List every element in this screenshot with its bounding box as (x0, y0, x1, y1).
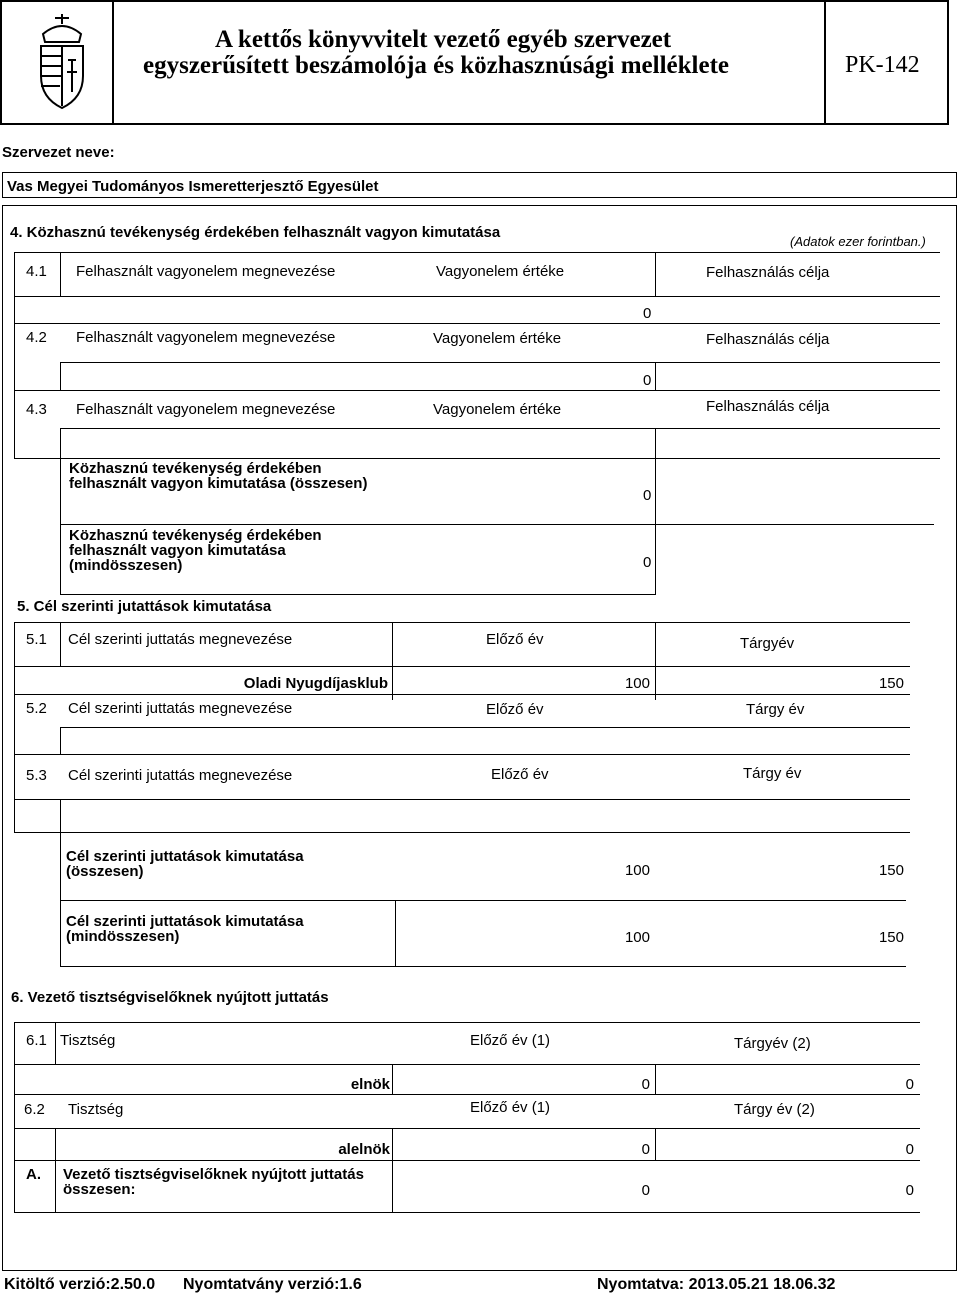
grid-line (14, 323, 15, 390)
row-5-3-name-label: Cél szerinti jutattás megnevezése (68, 767, 293, 784)
section-5-total-prev: 100 (624, 862, 650, 879)
page-frame-left (2, 205, 3, 1270)
section-5-grand-total-prev: 100 (624, 929, 650, 946)
row-6-2-label: Tisztség (68, 1101, 124, 1118)
grid-line (655, 458, 656, 594)
grid-line (14, 390, 15, 458)
form-title-line-2: egyszerűsített beszámolója és közhasznúsági melléklete (143, 52, 729, 79)
grid-line (60, 727, 61, 754)
grid-line (14, 1064, 920, 1065)
row-5-2-name-label: Cél szerinti juttatás megnevezése (68, 700, 293, 717)
grid-line (60, 727, 910, 728)
section-4-total-label: Közhasznú tevékenység érdekében felhasznált vagyon kimutatása (összesen) (69, 460, 368, 492)
row-4-2-name-label: Felhasznált vagyonelem megnevezése (76, 329, 336, 346)
section-4-grand-total-label: Közhasznú tevékenység érdekében felhasznált vagyon kimutatása (mindösszesen) (69, 527, 322, 574)
grid-line (14, 458, 940, 459)
section-6-total-number: A. (26, 1166, 41, 1183)
row-6-2-entry-prev: 0 (641, 1141, 650, 1158)
row-6-1-entry-prev: 0 (641, 1076, 650, 1093)
print-date: Nyomtatva: 2013.05.21 18.06.32 (597, 1276, 836, 1293)
grid-line (14, 622, 910, 623)
grid-line (14, 799, 910, 800)
grid-line (60, 966, 906, 967)
form-code: PK-142 (845, 52, 920, 78)
page-frame-right (956, 205, 957, 1270)
section-6-total-prev: 0 (641, 1182, 650, 1199)
grid-line (655, 428, 656, 458)
grid-line (60, 428, 940, 429)
row-6-1-label: Tisztség (60, 1032, 116, 1049)
row-5-1-entry-prev: 100 (624, 675, 650, 692)
row-5-1-prev-label: Előző év (486, 631, 544, 648)
grid-line (60, 362, 940, 363)
org-name-value: Vas Megyei Tudományos Ismeretterjesztő Egyesület (7, 178, 379, 195)
row-6-1-number: 6.1 (26, 1032, 47, 1049)
grid-line (55, 1128, 56, 1212)
row-6-1-entry-curr: 0 (905, 1076, 914, 1093)
section-6-title: 6. Vezető tisztségviselőknek nyújtott juttatás (11, 989, 329, 1006)
row-6-2-entry-name: alelnök (338, 1141, 390, 1158)
grid-line (655, 252, 656, 296)
grid-line (392, 1128, 393, 1212)
grid-line (60, 594, 656, 595)
grid-line (14, 296, 940, 297)
unit-note: (Adatok ezer forintban.) (790, 234, 926, 249)
row-4-2-value: 0 (643, 372, 652, 389)
grid-line (655, 622, 656, 700)
section-5-total-label: Cél szerinti juttatások kimutatása (összesen) (66, 848, 304, 880)
grid-line (14, 1128, 920, 1129)
grid-line (60, 428, 61, 458)
grid-line (60, 524, 934, 525)
grid-line (60, 900, 906, 901)
grid-line (392, 1064, 393, 1094)
section-4-grand-total-value: 0 (643, 554, 652, 571)
row-5-3-prev-label: Előző év (491, 766, 549, 783)
org-name-label: Szervezet neve: (2, 144, 115, 161)
row-6-1-entry-name: elnök (350, 1076, 390, 1093)
row-5-1-entry-name: Oladi Nyugdíjasklub (243, 675, 388, 692)
row-5-1-entry-curr: 150 (878, 675, 904, 692)
section-5-grand-total-curr: 150 (878, 929, 904, 946)
crest-icon (33, 12, 91, 112)
row-4-3-number: 4.3 (26, 401, 47, 418)
section-5-grand-total-label: Cél szerinti juttatások kimutatása (mindösszesen) (66, 913, 304, 945)
grid-line (60, 458, 61, 594)
grid-line (60, 362, 61, 390)
row-4-3-purpose-label: Felhasználás célja (706, 398, 830, 415)
row-5-2-curr-label: Tárgy év (746, 701, 805, 718)
row-4-1-name-label: Felhasznált vagyonelem megnevezése (76, 263, 336, 280)
row-6-2-prev-label: Előző év (1) (470, 1099, 551, 1116)
grid-line (14, 832, 910, 833)
grid-line (14, 323, 940, 324)
row-4-2-value-label: Vagyonelem értéke (433, 330, 562, 347)
grid-line (60, 252, 61, 296)
row-4-1-number: 4.1 (26, 263, 47, 280)
grid-line (14, 666, 910, 667)
grid-line (14, 252, 15, 324)
grid-line (14, 252, 940, 253)
row-6-1-prev-label: Előző év (1) (470, 1032, 551, 1049)
row-6-2-entry-curr: 0 (905, 1141, 914, 1158)
grid-line (655, 1128, 656, 1160)
grid-line (14, 390, 940, 391)
section-5-title: 5. Cél szerinti jutattások kimutatása (17, 598, 272, 615)
grid-line (14, 1022, 15, 1212)
grid-line (655, 362, 656, 390)
row-5-2-number: 5.2 (26, 700, 47, 717)
section-4-title: 4. Közhasznú tevékenység érdekében felhasznált vagyon kimutatása (10, 224, 501, 241)
row-4-1-value-label: Vagyonelem értéke (436, 263, 565, 280)
grid-line (14, 694, 910, 695)
grid-line (60, 622, 61, 666)
row-4-2-purpose-label: Felhasználás célja (706, 331, 830, 348)
grid-line (60, 799, 61, 832)
filler-version: Kitöltő verzió:2.50.0 (4, 1276, 156, 1293)
row-6-1-curr-label: Tárgyév (2) (734, 1035, 811, 1052)
grid-line (14, 754, 910, 755)
grid-line (395, 900, 396, 966)
grid-line (14, 1094, 920, 1095)
row-4-1-purpose-label: Felhasználás célja (706, 264, 830, 281)
row-5-3-curr-label: Tárgy év (743, 765, 802, 782)
row-4-3-name-label: Felhasznált vagyonelem megnevezése (76, 401, 336, 418)
page-frame-bottom (2, 1270, 957, 1271)
section-4-total-value: 0 (643, 487, 652, 504)
row-5-3-number: 5.3 (26, 767, 47, 784)
grid-line (14, 1212, 920, 1213)
row-4-1-value: 0 (643, 305, 652, 322)
header-divider-right (824, 0, 826, 125)
form-version: Nyomtatvány verzió:1.6 (183, 1276, 362, 1293)
form-title-line-1: A kettős könyvvitelt vezető egyéb szervezet (215, 26, 672, 53)
row-4-3-value-label: Vagyonelem értéke (433, 401, 562, 418)
row-5-2-prev-label: Előző év (486, 701, 544, 718)
grid-line (14, 1022, 920, 1023)
row-5-1-number: 5.1 (26, 631, 47, 648)
row-5-1-name-label: Cél szerinti juttatás megnevezése (68, 631, 293, 648)
section-6-total-curr: 0 (905, 1182, 914, 1199)
grid-line (14, 622, 15, 754)
section-6-total-label: Vezető tisztségviselőknek nyújtott juttatás összesen: (63, 1166, 364, 1198)
row-5-1-curr-label: Tárgyév (740, 635, 795, 652)
grid-line (60, 832, 61, 966)
grid-line (55, 1022, 56, 1064)
grid-line (655, 1064, 656, 1094)
grid-line (14, 754, 15, 832)
row-6-2-curr-label: Tárgy év (2) (734, 1101, 815, 1118)
grid-line (14, 1160, 920, 1161)
row-6-2-number: 6.2 (24, 1101, 45, 1118)
section-5-total-curr: 150 (878, 862, 904, 879)
header-divider-left (112, 0, 114, 125)
row-4-2-number: 4.2 (26, 329, 47, 346)
grid-line (392, 622, 393, 700)
